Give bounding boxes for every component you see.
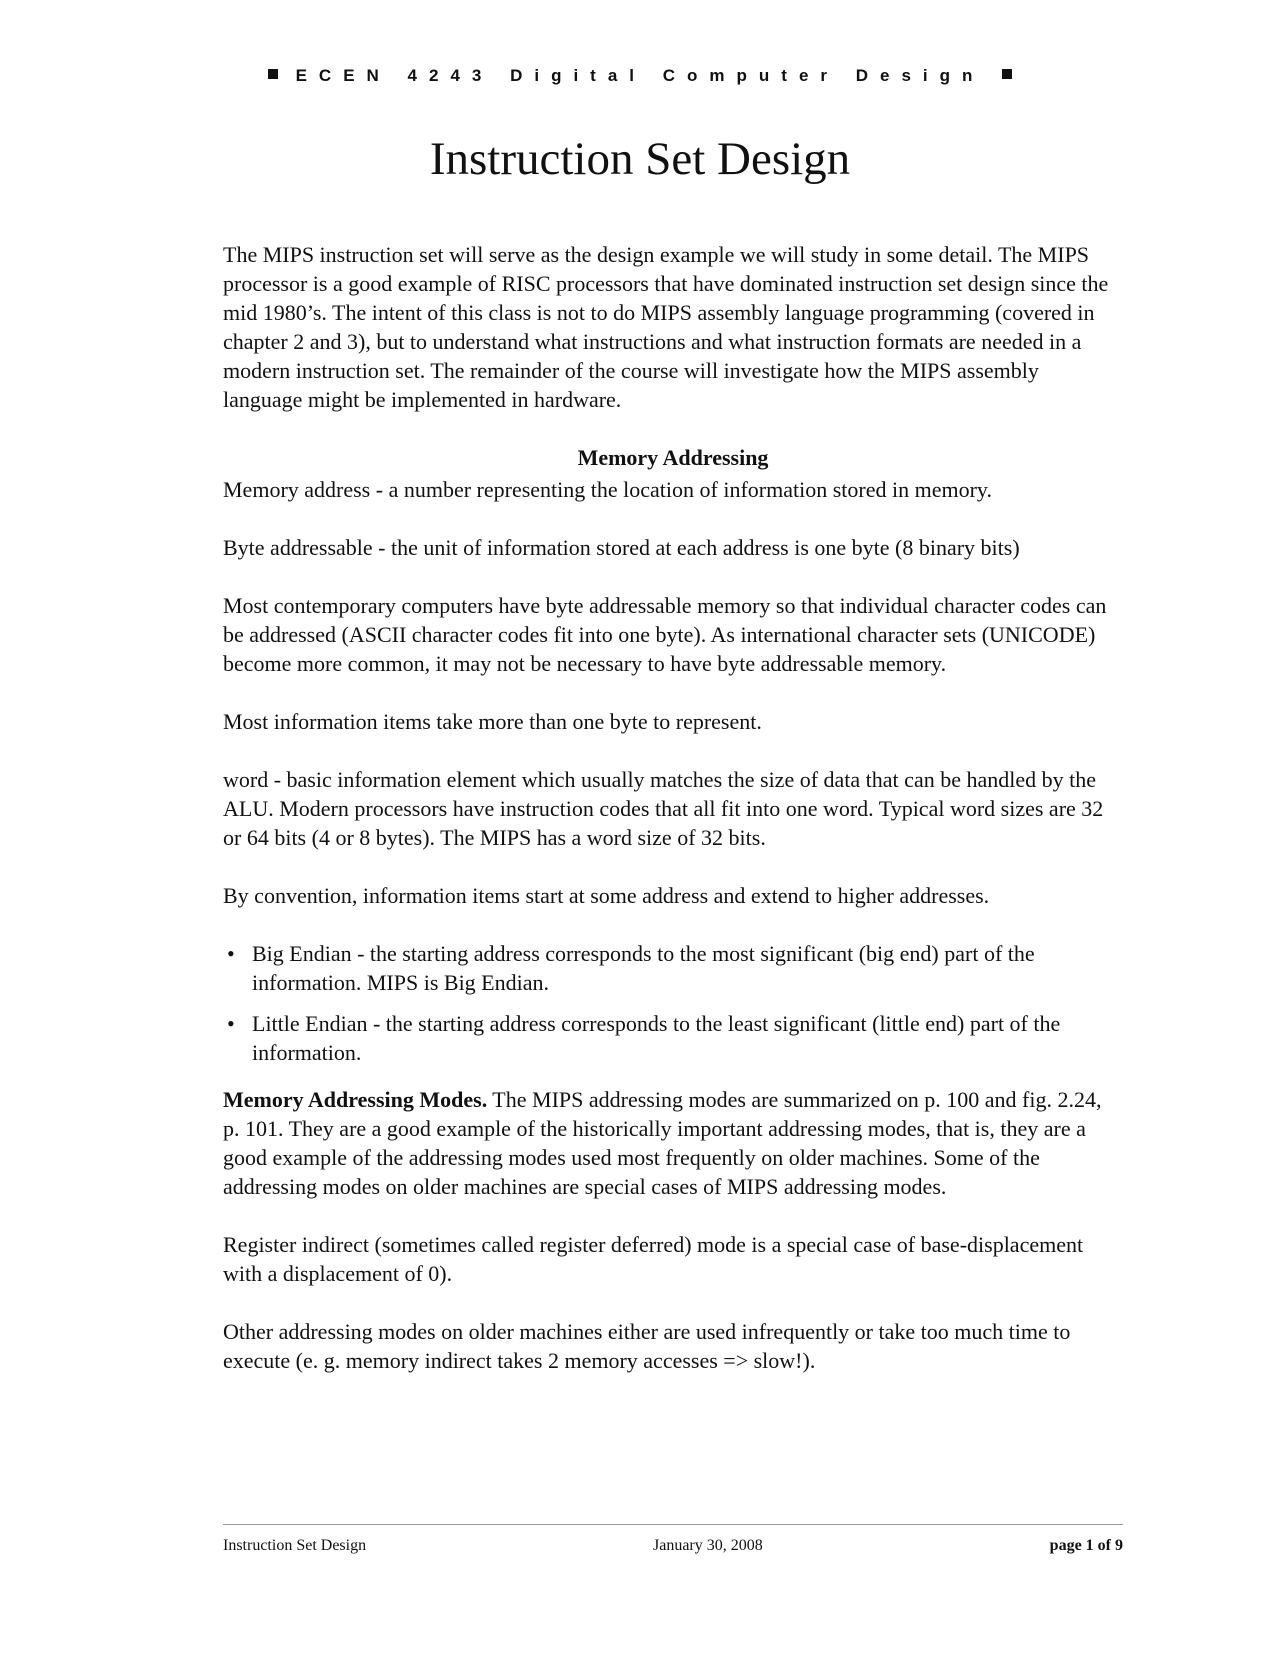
list-item-text: Little Endian - the starting address corresponds to the least significant (little end) part of the information. xyxy=(252,1011,1061,1065)
list-item-big-endian xyxy=(223,939,1123,997)
list-item-little-endian xyxy=(223,1009,1123,1067)
footer-doc-title: Instruction Set Design xyxy=(223,1537,367,1554)
other-modes-paragraph: Other addressing modes on older machines either are used infrequently or take too much time to execute (e. g. memory indirect takes 2 memory accesses => slow!). xyxy=(223,1319,1071,1373)
running-title: ECEN 4243 Digital Computer Design xyxy=(295,66,985,85)
bullet-icon: • xyxy=(227,941,235,966)
addressing-modes-paragraph xyxy=(223,1085,1123,1201)
footer-page-number: page 1 of 9 xyxy=(1049,1537,1123,1554)
page-footer xyxy=(223,1524,1123,1555)
square-bullet-icon xyxy=(268,69,278,79)
list-item-text: Big Endian - the starting address corresponds to the most significant (big end) part of the information. MIPS is Big Endian. xyxy=(252,941,1035,995)
document-body xyxy=(223,240,1123,1375)
addressing-modes-text: The MIPS addressing modes are summarized on p. 100 and fig. 2.24, p. 101. They are a good example of the historically important addressing modes, that is, they are a good example of the addressing modes used most frequently on older machines. Some of the addressing modes on older machines are special cases of MIPS addressing modes. xyxy=(223,1087,1102,1199)
addressing-modes-lead: Memory Addressing Modes. xyxy=(223,1087,488,1112)
running-header xyxy=(0,66,1280,86)
footer-date: January 30, 2008 xyxy=(653,1537,763,1554)
bullet-icon: • xyxy=(227,1011,235,1036)
intro-paragraph: The MIPS instruction set will serve as the design example we will study in some detail. The MIPS processor is a good example of RISC processors that have dominated instruction set design since the mid 1980’s. The intent of this class is not to do MIPS assembly language programming (covered in chapter 2 and 3), but to understand what instructions and what instruction formats are needed in a modern instruction set. The remainder of the course will investigate how the MIPS assembly language might be implemented in hardware. xyxy=(223,242,1109,412)
multi-byte-paragraph: Most information items take more than one byte to represent. xyxy=(223,709,762,734)
register-indirect-paragraph: Register indirect (sometimes called register deferred) mode is a special case of base-displacement with a displacement of 0). xyxy=(223,1232,1084,1286)
endian-list xyxy=(223,939,1123,1067)
word-paragraph: word - basic information element which usually matches the size of data that can be handled by the ALU. Modern processors have instruction codes that all fit into one word. Typical word sizes are 32 or 64 bits (4 or 8 bytes). The MIPS has a word size of 32 bits. xyxy=(223,767,1104,850)
contemporary-paragraph: Most contemporary computers have byte addressable memory so that individual character codes can be addressed (ASCII character codes fit into one byte). As international character sets (UNICODE) become more common, it may not be necessary to have byte addressable memory. xyxy=(223,593,1107,676)
convention-paragraph: By convention, information items start at some address and extend to higher addresses. xyxy=(223,883,990,908)
memory-address-paragraph: Memory address - a number representing the location of information stored in memory. xyxy=(223,477,992,502)
section-heading-memory-addressing: Memory Addressing xyxy=(577,445,769,470)
page-title: Instruction Set Design xyxy=(429,133,851,185)
byte-addressable-paragraph: Byte addressable - the unit of information stored at each address is one byte (8 binary bits) xyxy=(223,535,1020,560)
square-bullet-icon xyxy=(1002,69,1012,79)
